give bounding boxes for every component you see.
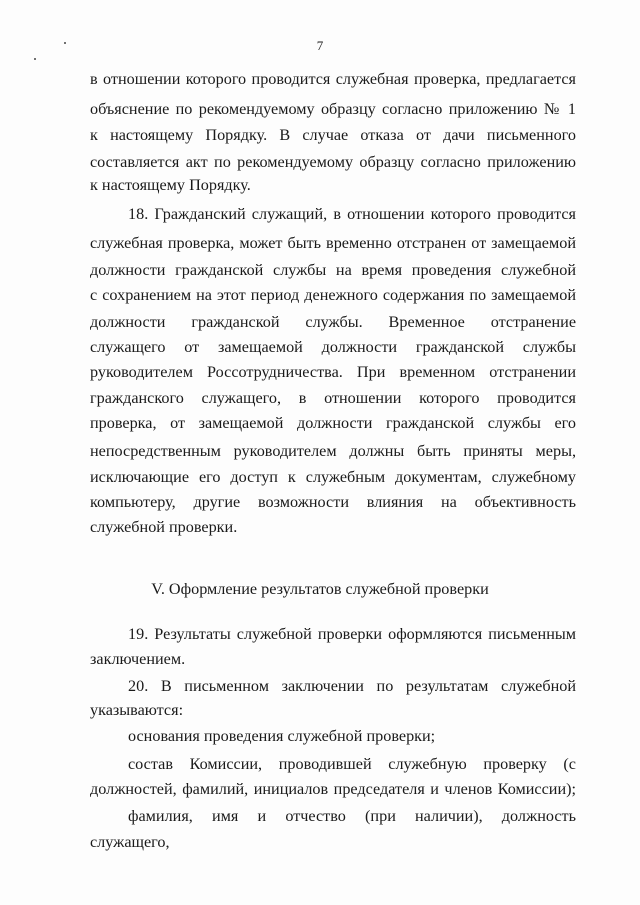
list-item-line: состав Комиссии, проводившей служебную проверку (с bbox=[128, 755, 576, 773]
text-line: к настоящему Порядку. bbox=[90, 176, 251, 194]
text-line: должности гражданской службы. Временное отстранение bbox=[90, 313, 576, 331]
paragraph-18-first-line: 18. Гражданский служащий, в отношении которого проводится bbox=[128, 205, 576, 223]
list-item-line: основания проведения служебной проверки; bbox=[128, 727, 436, 745]
page-number: 7 bbox=[316, 38, 324, 53]
text-line: исключающие его доступ к служебным документам, служебному bbox=[90, 468, 576, 486]
text-line: с сохранением на этот период денежного содержания по замещаемой bbox=[90, 286, 576, 304]
text-line: должности гражданской службы на время проведения служебной bbox=[90, 261, 576, 279]
text-line: гражданского служащего, в отношении которого проводится bbox=[90, 389, 576, 407]
text-line: должностей, фамилий, инициалов председателя и членов Комиссии); bbox=[90, 780, 576, 798]
text-line: объяснение по рекомендуемому образцу согласно приложению № 1 bbox=[90, 100, 576, 118]
text-line: в отношении которого проводится служебная проверка, предлагается bbox=[90, 70, 576, 88]
text-line: к настоящему Порядку. В случае отказа от дачи письменного bbox=[90, 126, 576, 144]
scan-speck bbox=[34, 58, 36, 60]
section-heading: V. Оформление результатов служебной проверки bbox=[151, 580, 489, 598]
text-line: руководителем Россотрудничества. При временном отстранении bbox=[90, 363, 576, 381]
text-line: служащего, bbox=[90, 833, 170, 851]
text-line: служебная проверка, может быть временно отстранен от замещаемой bbox=[90, 234, 576, 252]
text-line: составляется акт по рекомендуемому образцу согласно приложению bbox=[90, 153, 576, 171]
paragraph-20-first-line: 20. В письменном заключении по результатам служебной bbox=[128, 677, 576, 695]
text-line: служащего от замещаемой должности гражданской службы bbox=[90, 338, 576, 356]
text-line: проверка, от замещаемой должности гражданской службы его bbox=[90, 414, 576, 432]
text-line: непосредственным руководителем должны быть приняты меры, bbox=[90, 442, 576, 460]
list-item-line: фамилия, имя и отчество (при наличии), должность bbox=[128, 807, 576, 825]
text-line: компьютеру, другие возможности влияния на объективность bbox=[90, 493, 576, 511]
text-line: заключением. bbox=[90, 650, 186, 668]
paragraph-19-first-line: 19. Результаты служебной проверки оформляются письменным bbox=[128, 625, 576, 643]
text-line: указываются: bbox=[90, 701, 184, 719]
text-line: служебной проверки. bbox=[90, 518, 238, 536]
